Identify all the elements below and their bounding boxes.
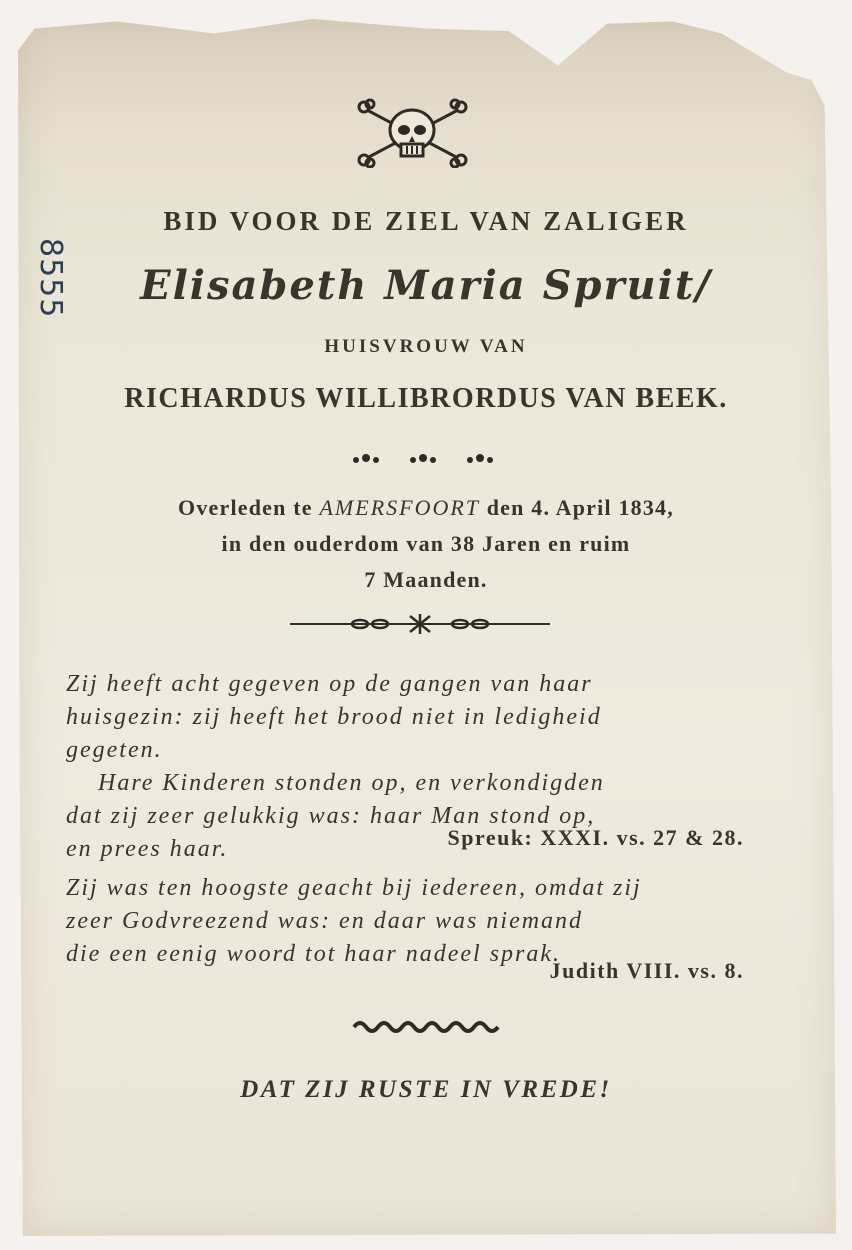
death-line-1: Overleden te AMERSFOORT den 4. April 1834,	[178, 495, 674, 520]
inventory-number: 8555	[33, 238, 68, 319]
death-line-2: in den ouderdom van 38 Jaren en ruim	[221, 531, 631, 556]
verse-line: dat zij zeer gelukkig was: haar Man stond op,	[66, 803, 596, 829]
death-line-3: 7 Maanden.	[364, 567, 488, 592]
verse-line: en prees haar.	[66, 836, 229, 862]
ornament-dots	[350, 450, 500, 470]
header-prayer: BID VOOR DE ZIEL VAN ZALIGER	[163, 206, 689, 236]
deceased-name: Elisabeth Maria Spruit/	[140, 262, 712, 309]
spouse-intro: HUISVROUW VAN	[324, 336, 528, 357]
death-place: AMERSFOORT	[319, 495, 481, 520]
verse-judith	[66, 872, 786, 971]
spouse-name: RICHARDUS WILLIBRORDUS VAN BEEK.	[124, 383, 728, 414]
death-details	[0, 490, 852, 598]
verse-line: gegeten.	[66, 737, 163, 763]
verse-line: Zij was ten hoogste geacht bij iedereen, omdat zij	[66, 875, 642, 901]
ornamental-rule	[290, 614, 550, 634]
skull-and-crossbones-icon	[355, 98, 470, 168]
verse-line: die een eenig woord tot haar nadeel sprak.	[66, 941, 562, 967]
closing-prayer: DAT ZIJ RUSTE IN VREDE!	[240, 1076, 612, 1103]
verse-line: zeer Godvreezend was: en daar was niemand	[66, 908, 584, 934]
citation-judith: Judith VIII. vs. 8.	[549, 958, 744, 983]
verse-line: Zij heeft acht gegeven op de gangen van haar	[66, 671, 593, 697]
wave-ornament	[352, 1018, 502, 1036]
citation-proverbs: Spreuk: XXXI. vs. 27 & 28.	[447, 825, 744, 850]
verse-line: Hare Kinderen stonden op, en verkondigden	[98, 770, 605, 796]
verse-line: huisgezin: zij heeft het brood niet in ledigheid	[66, 704, 602, 730]
